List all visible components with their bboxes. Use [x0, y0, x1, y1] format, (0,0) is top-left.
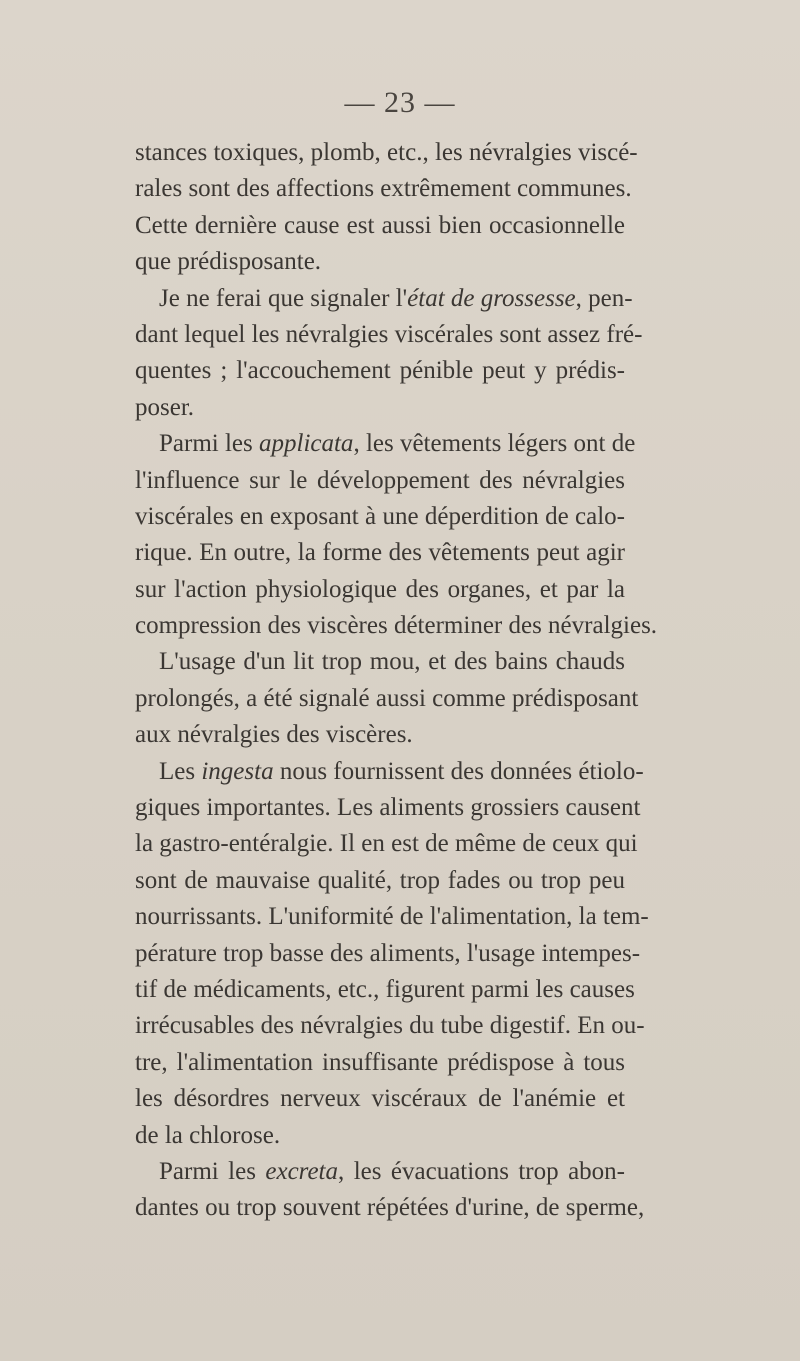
text-line [135, 754, 644, 790]
text-line [135, 790, 641, 826]
text-line [135, 244, 625, 280]
text-segment: sont de mauvaise qualité, trop fades ou trop peu [135, 866, 625, 894]
text-segment: la gastro-entéralgie. Il en est de même de ceux qui [135, 830, 638, 858]
text-segment: sur l'action physiologique des organes, et par la [135, 575, 625, 603]
text-segment: compression des viscères déterminer des névralgies. [135, 612, 658, 640]
text-line [135, 826, 638, 862]
text-segment: Les [159, 757, 202, 785]
text-line [135, 1008, 645, 1044]
text-segment: Parmi les [159, 430, 259, 458]
text-segment: rales sont des affections extrêmement communes. [135, 175, 632, 203]
italic-term: ingesta [201, 757, 274, 785]
text-segment: , les vêtements légers ont de [353, 430, 636, 458]
text-line [135, 390, 625, 426]
text-line [135, 1190, 645, 1226]
text-line [135, 535, 625, 571]
text-line [135, 463, 625, 499]
text-segment: , les évacuations trop abon- [338, 1157, 625, 1185]
text-segment: prolongés, a été signalé aussi comme prédisposant [135, 684, 639, 712]
text-segment: tif de médicaments, etc., figurent parmi les causes [135, 975, 635, 1003]
text-line [135, 972, 635, 1008]
text-segment: , pen- [575, 284, 633, 312]
text-line [135, 1081, 625, 1117]
text-line [135, 1154, 625, 1190]
text-segment: Je ne ferai que signaler l' [159, 284, 408, 312]
text-segment: aux névralgies des viscères. [135, 721, 413, 749]
text-line [135, 281, 633, 317]
text-line [135, 426, 636, 462]
text-segment: quentes ; l'accouchement pénible peut y prédis- [135, 357, 625, 385]
text-line [135, 499, 625, 535]
text-line [135, 135, 638, 171]
text-line [135, 899, 649, 935]
text-line [135, 681, 639, 717]
text-line [135, 572, 625, 608]
text-segment: que prédisposante. [135, 248, 322, 276]
italic-term: applicata [259, 430, 354, 458]
text-segment: dant lequel les névralgies viscérales sont assez fré- [135, 320, 643, 348]
italic-term: état de grossesse [407, 284, 576, 312]
text-segment: Cette dernière cause est aussi bien occasionnelle [135, 211, 625, 239]
text-line [135, 353, 625, 389]
text-segment: nous fournissent des données étiolo- [273, 757, 644, 785]
text-line [135, 1118, 625, 1154]
text-line [135, 208, 625, 244]
page-number: — 23 — [344, 86, 456, 119]
text-segment: de la chlorose. [135, 1121, 281, 1149]
text-line [135, 317, 643, 353]
text-segment: l'influence sur le développement des névralgies [135, 466, 625, 494]
text-segment: giques importantes. Les aliments grossiers causent [135, 794, 641, 822]
italic-term: excreta [265, 1157, 339, 1185]
text-segment: irrécusables des névralgies du tube digestif. En ou- [135, 1012, 645, 1040]
text-segment: stances toxiques, plomb, etc., les névralgies viscé- [135, 139, 638, 166]
text-segment: tre, l'alimentation insuffisante prédispose à tous [135, 1048, 625, 1076]
text-line [135, 171, 632, 207]
text-segment: dantes ou trop souvent répétées d'urine, de sperme, [135, 1194, 645, 1222]
text-line [135, 936, 641, 972]
text-line [135, 644, 625, 680]
text-line [135, 717, 625, 753]
text-segment: Parmi les [159, 1157, 266, 1185]
text-segment: viscérales en exposant à une déperdition de calo- [135, 502, 625, 530]
text-segment: pérature trop basse des aliments, l'usage intempes- [135, 939, 641, 967]
body-text [135, 135, 658, 1227]
text-segment: nourrissants. L'uniformité de l'alimentation, la tem- [135, 903, 649, 931]
text-line [135, 1045, 625, 1081]
text-segment: L'usage d'un lit trop mou, et des bains chauds [159, 648, 625, 676]
text-line [135, 608, 658, 644]
text-line [135, 863, 625, 899]
text-segment: rique. En outre, la forme des vêtements peut agir [135, 539, 625, 567]
text-segment: les désordres nerveux viscéraux de l'anémie et [135, 1085, 625, 1113]
text-segment: poser. [135, 393, 195, 421]
